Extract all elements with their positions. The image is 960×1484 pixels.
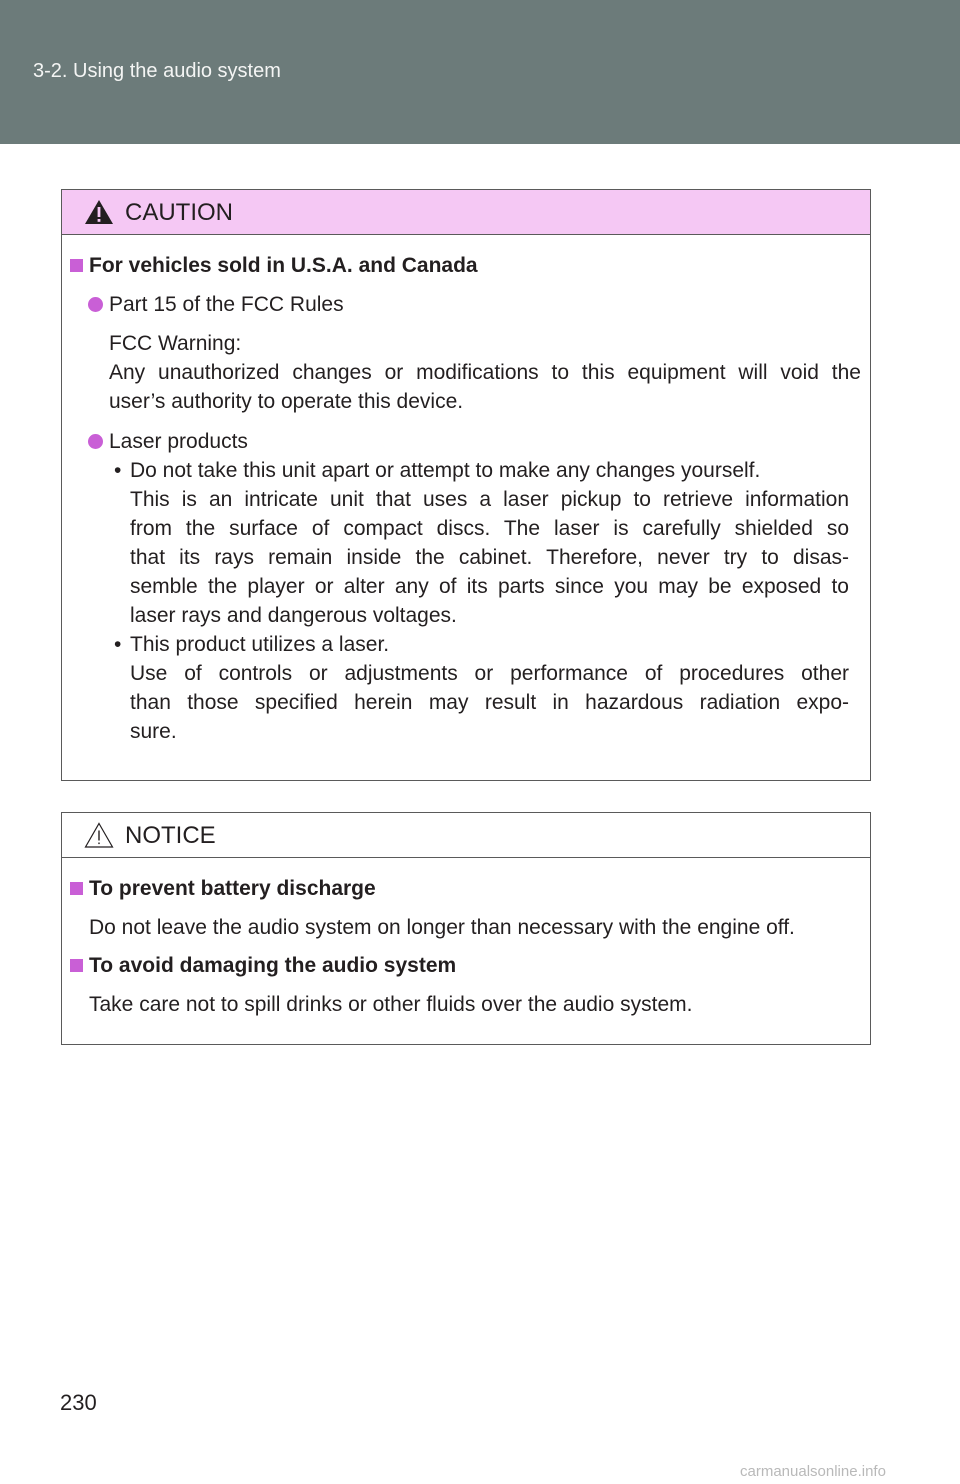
page-number: 230 (60, 1390, 97, 1415)
dash-bullet: • (114, 459, 122, 482)
laser-text-line: This is an intricate unit that uses a laser pickup to retrieve information (130, 488, 849, 511)
bullet-fcc-rules: Part 15 of the FCC Rules (109, 293, 344, 316)
notice-heading-battery: To prevent battery discharge (89, 877, 376, 900)
notice-header (62, 813, 870, 858)
dash-bullet: • (114, 633, 122, 656)
laser-text-line: that its rays remain inside the cabinet. Therefore, never try to disas- (130, 546, 849, 569)
square-bullet-icon (70, 959, 83, 972)
circle-bullet-icon (88, 297, 103, 312)
laser-text-line: sure. (130, 720, 177, 743)
notice-title: NOTICE (125, 822, 216, 849)
warning-outline-icon (84, 822, 114, 848)
caution-heading: For vehicles sold in U.S.A. and Canada (89, 254, 478, 277)
fcc-warning-text: Any unauthorized changes or modifications to this equipment will void the (109, 361, 861, 384)
laser-text-line: Do not take this unit apart or attempt to make any changes yourself. (130, 459, 761, 482)
laser-text-line: from the surface of compact discs. The laser is carefully shielded so (130, 517, 849, 540)
notice-box (61, 812, 871, 1045)
notice-heading-audio: To avoid damaging the audio system (89, 954, 457, 977)
caution-box (61, 189, 871, 781)
laser-text-line: semble the player or alter any of its parts since you may be exposed to (130, 575, 849, 598)
fcc-warning-text-2: user’s authority to operate this device. (109, 390, 464, 413)
square-bullet-icon (70, 259, 83, 272)
laser-text-line: laser rays and dangerous voltages. (130, 604, 457, 627)
notice-text-audio: Take care not to spill drinks or other fluids over the audio system. (89, 993, 693, 1016)
laser-text-line: than those specified herein may result in hazardous radiation expo- (130, 691, 849, 714)
fcc-warning-label: FCC Warning: (109, 332, 242, 355)
bullet-laser-products: Laser products (109, 430, 248, 453)
warning-filled-icon (84, 199, 114, 225)
caution-title: CAUTION (125, 199, 233, 226)
notice-text-battery: Do not leave the audio system on longer than necessary with the engine off. (89, 916, 795, 939)
page-header (0, 0, 960, 144)
circle-bullet-icon (88, 434, 103, 449)
caution-header (62, 190, 870, 235)
section-title: 3-2. Using the audio system (33, 60, 281, 82)
watermark: carmanualsonline.info (740, 1463, 886, 1480)
laser-text-line: Use of controls or adjustments or performance of procedures other (130, 662, 849, 685)
laser-text-line: This product utilizes a laser. (130, 633, 390, 656)
square-bullet-icon (70, 882, 83, 895)
